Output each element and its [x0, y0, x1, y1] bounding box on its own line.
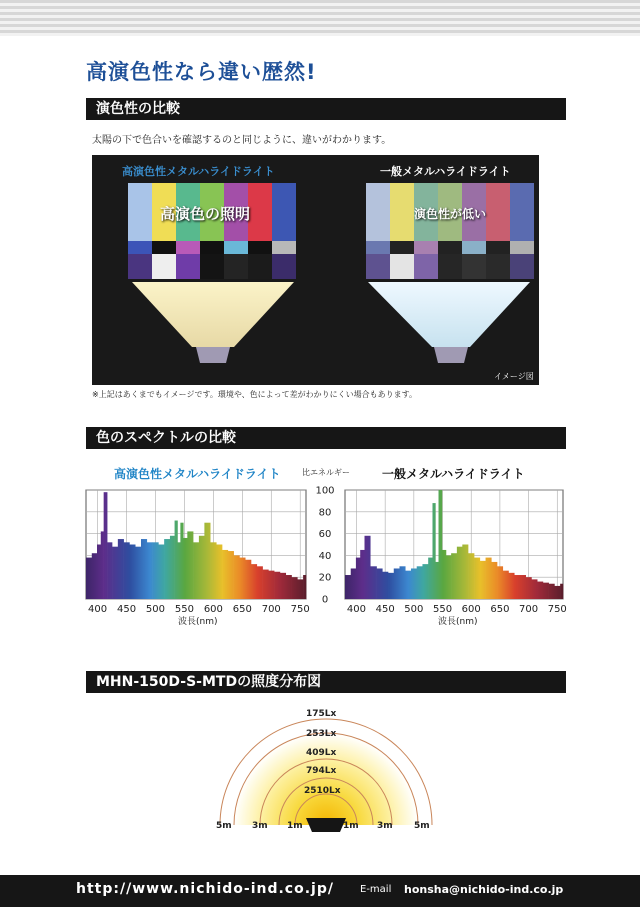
spectrum-bar — [97, 545, 101, 600]
chart1-title: 高演色性メタルハライドライト — [114, 467, 281, 481]
right-light-title: 一般メタルハライドライト — [380, 165, 511, 178]
spectrum-chart-high-cri — [86, 490, 310, 615]
spectrum-bar — [92, 553, 98, 599]
spectrum-bar — [537, 582, 543, 599]
spectrum-bar — [286, 575, 292, 599]
spectrum-bar — [405, 571, 411, 599]
spectrum-bar — [222, 550, 228, 599]
right-caption: 演色性が低い — [414, 207, 487, 221]
spectrum-bar — [180, 523, 183, 599]
spectrum-bar — [351, 568, 356, 599]
spectrum-bar — [292, 577, 298, 599]
x-tick-label: 650 — [490, 604, 510, 615]
spectrum-bar — [509, 573, 515, 599]
left-caption: 高演色の照明 — [160, 205, 251, 223]
x-tick-label: 750 — [547, 604, 567, 615]
spectrum-bar — [239, 558, 245, 599]
spectrum-bar — [382, 572, 388, 599]
section-description: 太陽の下で色合いを確認するのと同じように、違いがわかります。 — [92, 135, 392, 146]
spectrum-bar — [549, 584, 555, 599]
ring-label-5: 2510Lx — [304, 786, 341, 796]
ring-label-3: 409Lx — [306, 748, 337, 758]
footnote: ※上記はあくまでもイメージです。環境や、色によって差がわかりにくい場合もあります。 — [92, 390, 418, 399]
spectrum-bar — [158, 545, 164, 600]
spectrum-bar — [480, 561, 486, 599]
distance-label-right-5m: 5m — [414, 821, 430, 831]
spectrum-bar — [216, 545, 222, 600]
distance-label-left-1m: 1m — [287, 821, 303, 831]
spectrum-bar — [451, 553, 457, 599]
x-tick-label: 600 — [461, 604, 481, 615]
spectrum-bar — [101, 531, 104, 599]
spectrum-bar — [543, 583, 549, 599]
spectrum-bar — [468, 553, 474, 599]
ring-label-4: 794Lx — [306, 766, 337, 776]
spectrum-bar — [503, 571, 509, 599]
spectrum-bar — [365, 536, 371, 599]
spectrum-bar — [263, 570, 269, 599]
footer-url-link[interactable]: http://www.nichido-ind.co.jp/ — [76, 881, 334, 897]
distance-label-right-1m: 1m — [343, 821, 359, 831]
spectrum-bar — [124, 542, 130, 599]
spectrum-bar — [560, 584, 563, 599]
spectrum-chart-standard — [315, 486, 566, 616]
spectrum-bar — [86, 558, 92, 599]
spectrum-bar — [554, 586, 560, 599]
x-tick-label: 450 — [116, 604, 137, 615]
x-tick-label: 550 — [174, 604, 194, 615]
x-tick-label: 700 — [519, 604, 539, 615]
spectrum-bar — [531, 579, 537, 599]
spectrum-bar — [104, 492, 108, 599]
y-tick-label: 80 — [318, 507, 332, 519]
y-tick-label: 0 — [321, 594, 329, 606]
spectrum-bar — [280, 573, 286, 599]
spectrum-bar — [411, 568, 417, 599]
spectrum-bar — [526, 577, 532, 599]
spectrum-bar — [204, 523, 210, 599]
spectrum-bar — [486, 558, 492, 599]
spectrum-bar — [446, 555, 451, 599]
spectrum-bar — [462, 545, 468, 600]
spectrum-bar — [417, 566, 423, 599]
distance-label-right-3m: 3m — [377, 821, 393, 831]
spectrum-bar — [135, 547, 141, 599]
spectrum-bar — [147, 542, 153, 599]
footer-email-label: E-mail — [360, 884, 392, 895]
spectrum-bar — [377, 568, 383, 599]
chart2-title: 一般メタルハライドライト — [382, 467, 525, 481]
spectrum-bar — [514, 575, 520, 599]
spectrum-bar — [345, 575, 351, 599]
spectrum-bar — [177, 542, 180, 599]
spectrum-bar — [193, 542, 199, 599]
spectrum-bar — [228, 551, 234, 599]
x-tick-label: 750 — [290, 604, 310, 615]
spectrum-bar — [491, 562, 497, 599]
spectrum-bar — [112, 547, 118, 599]
spectrum-bar — [388, 573, 394, 599]
section-header-illuminance: MHN-150D-S-MTDの照度分布図 — [86, 671, 566, 693]
chart2-xlabel: 波長(nm) — [438, 617, 478, 627]
image-label: イメージ図 — [494, 372, 534, 381]
spectrum-bar — [118, 539, 124, 599]
spectrum-bar — [435, 562, 438, 599]
chart1-xlabel: 波長(nm) — [178, 617, 218, 627]
spectrum-bar — [370, 566, 377, 599]
y-tick-label: 60 — [318, 529, 332, 541]
spectrum-bar — [268, 571, 274, 599]
spectrum-bar — [183, 538, 187, 599]
x-tick-label: 700 — [261, 604, 281, 615]
distance-label-left-3m: 3m — [252, 821, 268, 831]
x-tick-label: 650 — [232, 604, 252, 615]
y-tick-label: 40 — [318, 550, 332, 562]
spectrum-bar — [297, 579, 303, 599]
spectrum-bar — [442, 550, 446, 599]
section-header-color-rendering: 演色性の比較 — [86, 98, 566, 120]
x-tick-label: 400 — [346, 604, 367, 615]
spectrum-bar — [245, 560, 251, 599]
x-tick-label: 550 — [432, 604, 453, 615]
spectrum-bar — [303, 575, 306, 599]
spectrum-bar — [199, 536, 205, 599]
spectrum-bar — [107, 542, 112, 599]
spectrum-bar — [394, 568, 400, 599]
x-tick-label: 400 — [88, 604, 108, 615]
spectrum-bar — [274, 572, 280, 599]
spectrum-bar — [400, 566, 406, 599]
spectrum-bar — [497, 566, 503, 599]
section-header-spectrum: 色のスペクトルの比較 — [86, 427, 566, 449]
spectrum-bar — [360, 550, 365, 599]
ring-label-2: 253Lx — [306, 729, 337, 739]
spectrum-bar — [422, 564, 428, 599]
spectrum-bar — [457, 547, 463, 599]
spectrum-bar — [141, 539, 147, 599]
footer-email-link[interactable]: honsha@nichido-ind.co.jp — [404, 883, 564, 896]
spectrum-bar — [210, 542, 216, 599]
distance-label-left-5m: 5m — [216, 821, 232, 831]
spectrum-bar — [187, 531, 193, 599]
spectrum-bar — [234, 555, 240, 599]
footer-bar — [0, 875, 640, 907]
spectrum-bar — [356, 558, 361, 599]
y-tick-label: 20 — [318, 572, 332, 584]
y-tick-label: 100 — [315, 485, 335, 497]
spectrum-bar — [170, 536, 175, 599]
spectrum-bar — [175, 521, 178, 599]
lamp-fixture — [306, 818, 346, 832]
spectrum-bar — [428, 558, 433, 599]
spectrum-bar — [474, 558, 480, 599]
spectrum-bar — [257, 566, 263, 599]
spectrum-bar — [251, 564, 257, 599]
spectrum-bar — [439, 490, 443, 599]
energy-axis-label: 比エネルギー — [302, 468, 350, 477]
spectrum-bar — [164, 539, 170, 599]
spectrum-bar — [129, 545, 135, 600]
spectrum-bar — [153, 542, 159, 599]
spectrum-bar — [432, 503, 435, 599]
x-tick-label: 500 — [145, 604, 166, 615]
x-tick-label: 450 — [375, 604, 395, 615]
x-tick-label: 600 — [203, 604, 223, 615]
x-tick-label: 500 — [404, 604, 424, 615]
left-light-title: 高演色性メタルハライドライト — [122, 165, 275, 178]
ring-label-1: 175Lx — [306, 709, 337, 719]
page-title: 高演色性なら違い歴然! — [86, 60, 317, 84]
spectrum-bar — [520, 575, 526, 599]
